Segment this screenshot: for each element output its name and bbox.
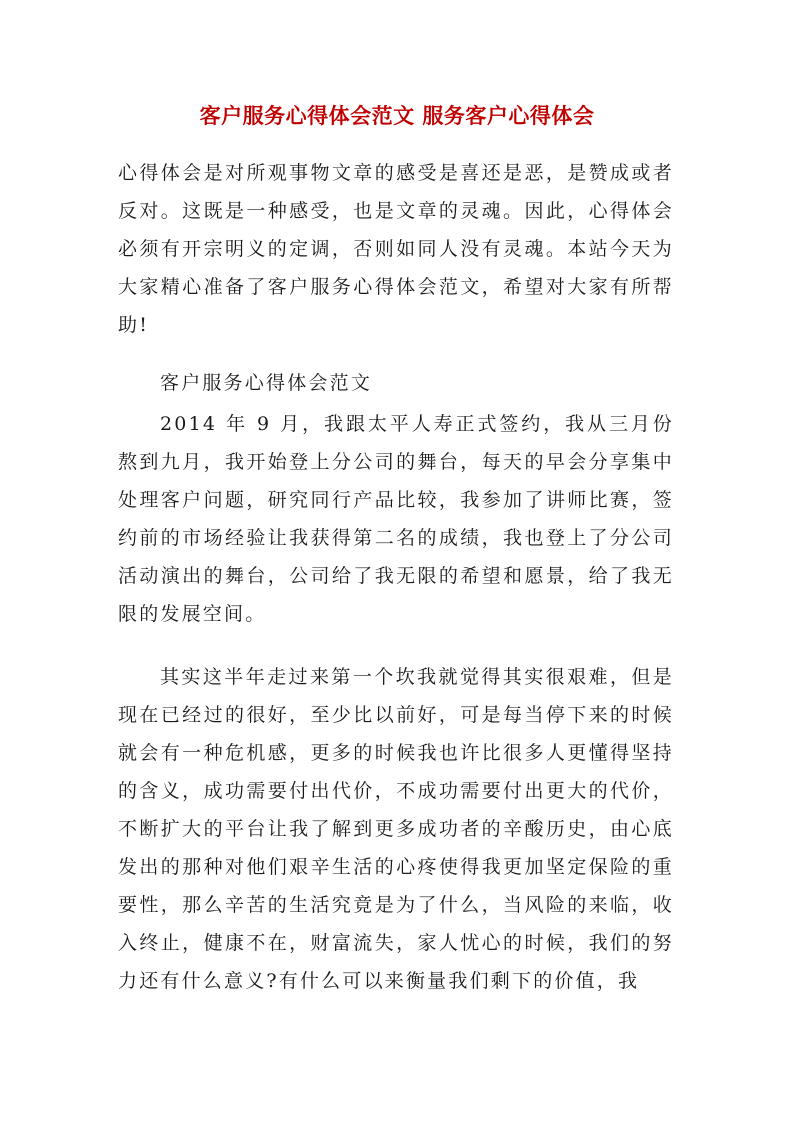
body-paragraph-2: 其实这半年走过来第一个坎我就觉得其实很艰难，但是现在已经过的很好，至少比以前好，可是每当停下来的时候就会有一种危机感，更多的时候我也许比很多人更懂得坚持的含义，成功需要付出代价，不成功需要付出更大的代价，不断扩大的平台让我了解到更多成功者的辛酸历史，由心底发出的那种对他们艰辛生活的心疼使得我更加坚定保险的重要性，那么辛苦的生活究竟是为了什么，当风险的来临，收入终止，健康不在，财富流失，家人忧心的时候，我们的努力还有什么意义?有什么可以来衡量我们剩下的价值，我 — [118, 666, 674, 992]
section-heading: 客户服务心得体会范文 — [160, 372, 373, 394]
document-title: 客户服务心得体会范文 服务客户心得体会 — [199, 104, 595, 128]
body-paragraph-1: 2014 年 9 月，我跟太平人寿正式签约，我从三月份熬到九月，我开始登上分公司的舞台，每天的早会分享集中处理客户问题，研究同行产品比较，我参加了讲师比赛，签约前的市场经验让我获得第二名的成绩，我也登上了分公司活动演出的舞台，公司给了我无限的希望和愿景，给了我无限的发展空间。 — [118, 413, 674, 625]
intro-paragraph: 心得体会是对所观事物文章的感受是喜还是恶，是赞成或者反对。这既是一种感受，也是文章的灵魂。因此，心得体会必须有开宗明义的定调，否则如同人没有灵魂。本站今天为大家精心准备了客户服务心得体会范文，希望对大家有所帮助! — [118, 162, 674, 336]
